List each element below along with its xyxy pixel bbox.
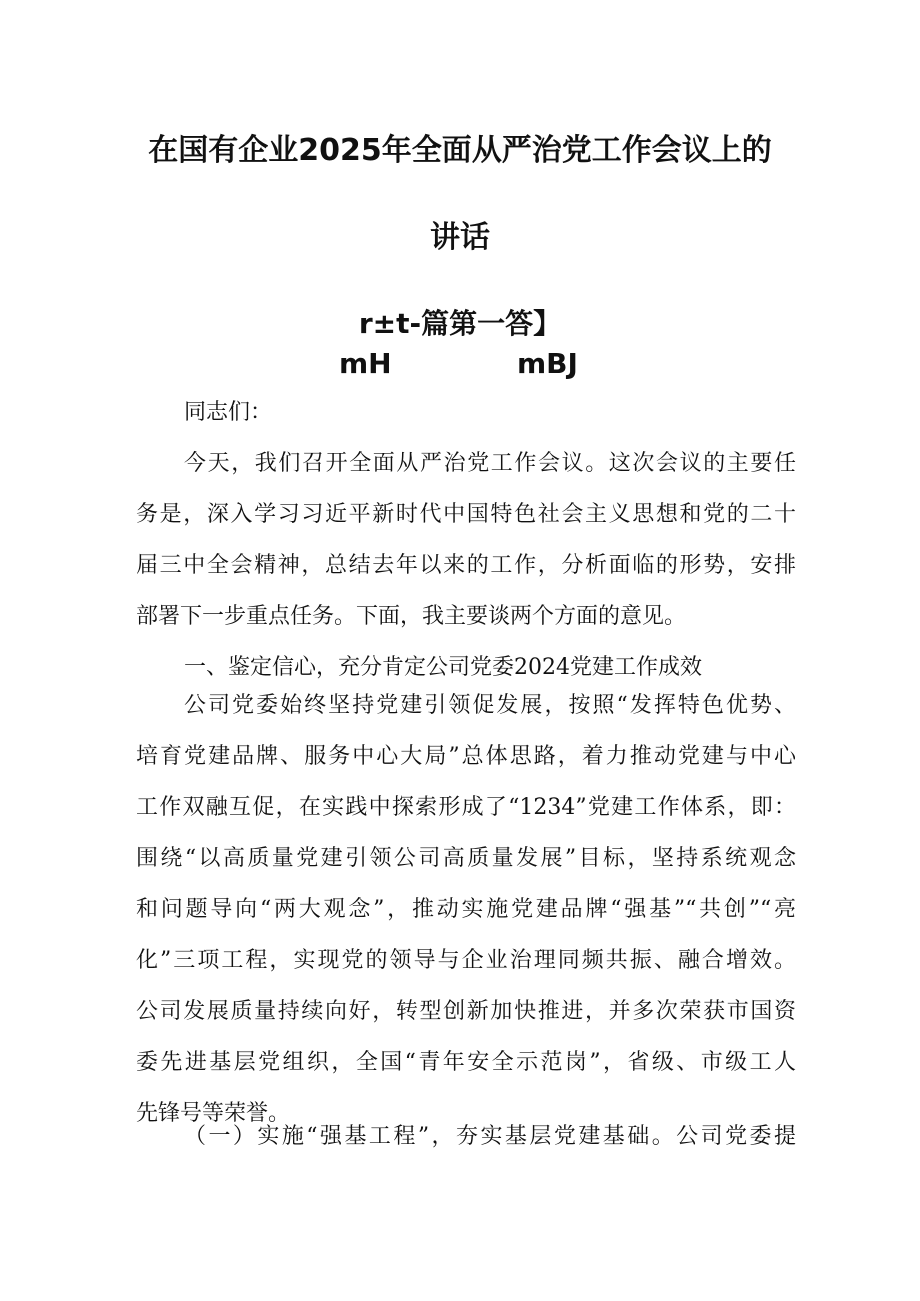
paragraph-line: 届三中全会精神，总结去年以来的工作，分析面临的形势，安排 xyxy=(136,553,796,578)
paragraph-2 xyxy=(136,680,796,1139)
greeting xyxy=(136,387,796,438)
paragraph-1 xyxy=(136,438,796,642)
document-subtitle: r±t-篇第一答】 xyxy=(358,307,562,340)
paragraph-line: 化”三项工程，实现党的领导与企业治理同频共振、融合增效。 xyxy=(136,948,796,973)
paragraph-line: 工作双融互促，在实践中探索形成了“1234”党建工作体系，即： xyxy=(136,795,796,820)
paragraph-line: 今天，我们召开全面从严治党工作会议。这次会议的主要任 xyxy=(184,451,796,476)
paragraph-line: 培育党建品牌、服务中心大局”总体思路，着力推动党建与中心 xyxy=(136,744,796,769)
paragraph-line: 委先进基层党组织，全国“青年安全示范岗”，省级、市级工人 xyxy=(136,1050,796,1075)
paragraph-line: 公司党委始终坚持党建引领促发展，按照“发挥特色优势、 xyxy=(184,693,796,718)
paragraph-3 xyxy=(136,1111,796,1162)
section-heading-text: 一、鉴定信心，充分肯定公司党委2024党建工作成效 xyxy=(184,655,702,680)
paragraph-line: 务是，深入学习习近平新时代中国特色社会主义思想和党的二十 xyxy=(136,502,796,527)
paragraph-line: （一）实施“强基工程”，夯实基层党建基础。公司党委提 xyxy=(184,1124,796,1149)
greeting-text: 同志们： xyxy=(184,400,273,425)
paragraph-line: 公司发展质量持续向好，转型创新加快推进，并多次荣获市国资 xyxy=(136,999,796,1024)
paragraph-line: 围绕“以高质量党建引领公司高质量发展”目标，坚持系统观念 xyxy=(136,846,796,871)
paragraph-line: 先锋号等荣誉。 xyxy=(136,1101,291,1126)
document-title-line-2: 讲话 xyxy=(430,220,490,255)
header-mark-left: mH xyxy=(339,347,392,380)
paragraph-line: 和问题导向“两大观念”，推动实施党建品牌“强基”“共创”“亮 xyxy=(136,897,796,922)
document-title-line-1: 在国有企业2025年全面从严治党工作会议上的 xyxy=(148,133,772,168)
paragraph-line: 部署下一步重点任务。下面，我主要谈两个方面的意见。 xyxy=(136,604,687,629)
header-mark-right: mBJ xyxy=(517,347,578,380)
